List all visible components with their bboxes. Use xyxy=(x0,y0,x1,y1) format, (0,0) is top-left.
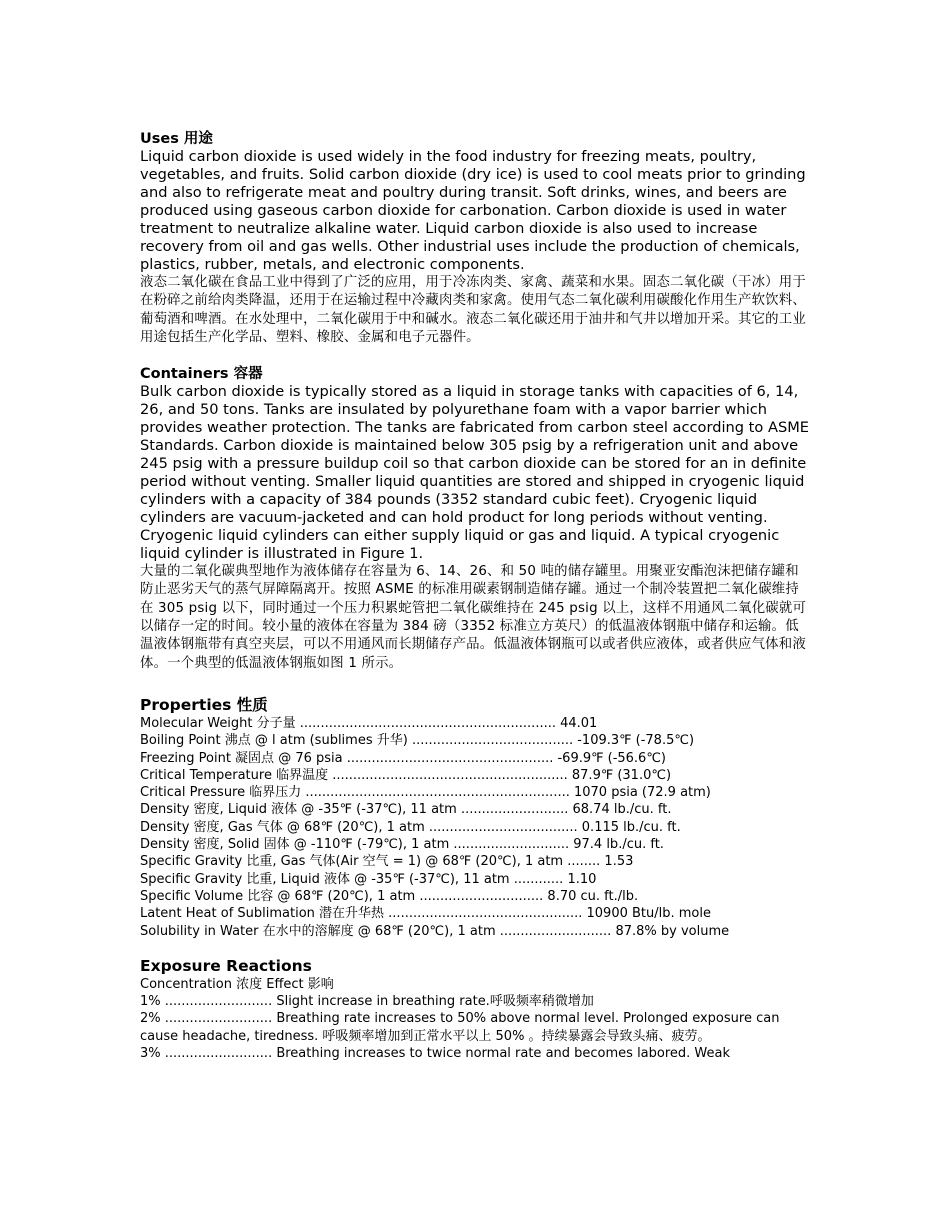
containers-heading: Containers 容器 xyxy=(140,366,263,383)
property-row: Specific Volume 比容 @ 68℉ (20℃), 1 atm .............................. 8.70 cu. ft./lb. xyxy=(140,888,639,904)
property-row: Freezing Point 凝固点 @ 76 psia .................................................. -69.9℉ (-56.6℃) xyxy=(140,750,666,766)
property-row: Solubility in Water 在水中的溶解度 @ 68℉ (20℃), 1 atm ........................... 87.8% by volume xyxy=(140,923,730,939)
uses-heading: Uses 用途 xyxy=(140,131,213,147)
property-row: Specific Gravity 比重, Gas 气体(Air 空气 = 1) @ 68℉ (20℃), 1 atm ........ 1.53 xyxy=(140,854,634,870)
property-row: Specific Gravity 比重, Liquid 液体 @ -35℉ (-37℃), 11 atm ............ 1.10 xyxy=(140,871,597,887)
uses-english-paragraph: Liquid carbon dioxide is used widely in the food industry for freezing meats, poultry, vegetables, and fruits. Solid carbon dioxide (dry ice) is used to cool meats prior to grinding and also to refrigerate meat and poultry during transit. Soft drinks, wines, and beers are produced using gaseous carbon dioxide for carbonation. Carbon dioxide is used in water treatment to neutralize alkaline water. Liquid carbon dioxide is also used to increase recovery from oil and gas wells. Other industrial uses include the production of chemicals, plastics, rubber, metals, and electronic components. xyxy=(140,148,806,273)
property-row: Critical Pressure 临界压力 ................................................................ 1070 psia (72.9 atm) xyxy=(140,785,711,801)
exposure-row: 1% .......................... Slight increase in breathing rate.呼吸频率稍微增加 xyxy=(140,994,594,1010)
exposure-heading: Exposure Reactions xyxy=(140,956,312,975)
property-row: Molecular Weight 分子量 .............................................................. 44.01 xyxy=(140,715,598,731)
properties-list xyxy=(140,715,812,940)
property-row: Boiling Point 沸点 @ l atm (sublimes 升华) ....................................... -109.3℉ (-78.5℃) xyxy=(140,733,695,749)
property-row: Density 密度, Gas 气体 @ 68℉ (20℃), 1 atm .................................... 0.115 lb./cu. ft. xyxy=(140,819,681,835)
exposure-row: 3% .......................... Breathing increases to twice normal rate and becomes labored. Weak xyxy=(140,1046,731,1062)
property-row: Density 密度, Solid 固体 @ -110℉ (-79℃), 1 atm ............................ 97.4 lb./cu. ft. xyxy=(140,837,664,853)
uses-chinese-paragraph: 液态二氧化碳在食品工业中得到了广泛的应用，用于冷冻肉类、家禽、蔬菜和水果。固态二氧化碳（干冰）用于在粉碎之前给肉类降温，还用于在运输过程中冷藏肉类和家禽。使用气态二氧化碳利用碳酸化作用生产软饮料、葡萄酒和啤酒。在水处理中，二氧化碳用于中和碱水。液态二氧化碳还用于油井和气井以增加开采。其它的工业用途包括生产化学品、塑料、橡胶、金属和电子元器件。 xyxy=(140,275,806,345)
document-page xyxy=(140,130,812,1062)
property-row: Critical Temperature 临界温度 ......................................................... 87.9℉ (31.0℃) xyxy=(140,767,672,783)
containers-english-paragraph: Bulk carbon dioxide is typically stored as a liquid in storage tanks with capacities of 6, 14, 26, and 50 tons. Tanks are insulated by polyurethane foam with a vapor barrier which provides weather protection. The tanks are fabricated from carbon steel according to ASME Standards. Carbon dioxide is maintained below 305 psig by a refrigeration unit and above 245 psig with a pressure buildup coil so that carbon dioxide can be stored for an in definite period without venting. Smaller liquid quantities are stored and shipped in cryogenic liquid cylinders with a capacity of 384 pounds (3352 standard cubic feet). Cryogenic liquid cylinders are vacuum-jacketed and can hold product for long periods without venting. Cryogenic liquid cylinders can either supply liquid or gas and liquid. A typical cryogenic liquid cylinder is illustrated in Figure 1. xyxy=(140,383,810,563)
property-row: Latent Heat of Sublimation 潜在升华热 ............................................... 10900 Btu/lb. mole xyxy=(140,906,711,922)
containers-chinese-paragraph: 大量的二氧化碳典型地作为液体储存在容量为 6、14、26、和 50 吨的储存罐里。用聚亚安酯泡沫把储存罐和防止恶劣天气的蒸气屏障隔离开。按照 ASME 的标准用碳素钢制造储存罐。通过一个制冷装置把二氧化碳维持在 305 psig 以下，同时通过一个压力积累蛇管把二氧化碳维持在 245 psig 以上，这样不用通风二氧化碳就可以储存一定的时间。较小量的液体在容量为 384 磅（3352 标准立方英尺）的低温液体钢瓶中储存和运输。低温液体钢瓶带有真空夹层，可以不用通风而长期储存产品。低温液体钢瓶可以或者供应液体，或者供应气体和液体。一个典型的低温液体钢瓶如图 1 所示。 xyxy=(140,564,807,671)
properties-heading: Properties 性质 xyxy=(140,695,268,714)
exposure-header-row: Concentration 浓度 Effect 影响 xyxy=(140,976,334,992)
exposure-row: 2% .......................... Breathing rate increases to 50% above normal level. Prolonged exposure can cause headache, tiredness. 呼吸频率增加到正常水平以上 50% 。持续暴露会导致头痛、疲劳。 xyxy=(140,1011,780,1044)
property-row: Density 密度, Liquid 液体 @ -35℉ (-37℃), 11 atm .......................... 68.74 lb./cu. ft. xyxy=(140,802,672,818)
